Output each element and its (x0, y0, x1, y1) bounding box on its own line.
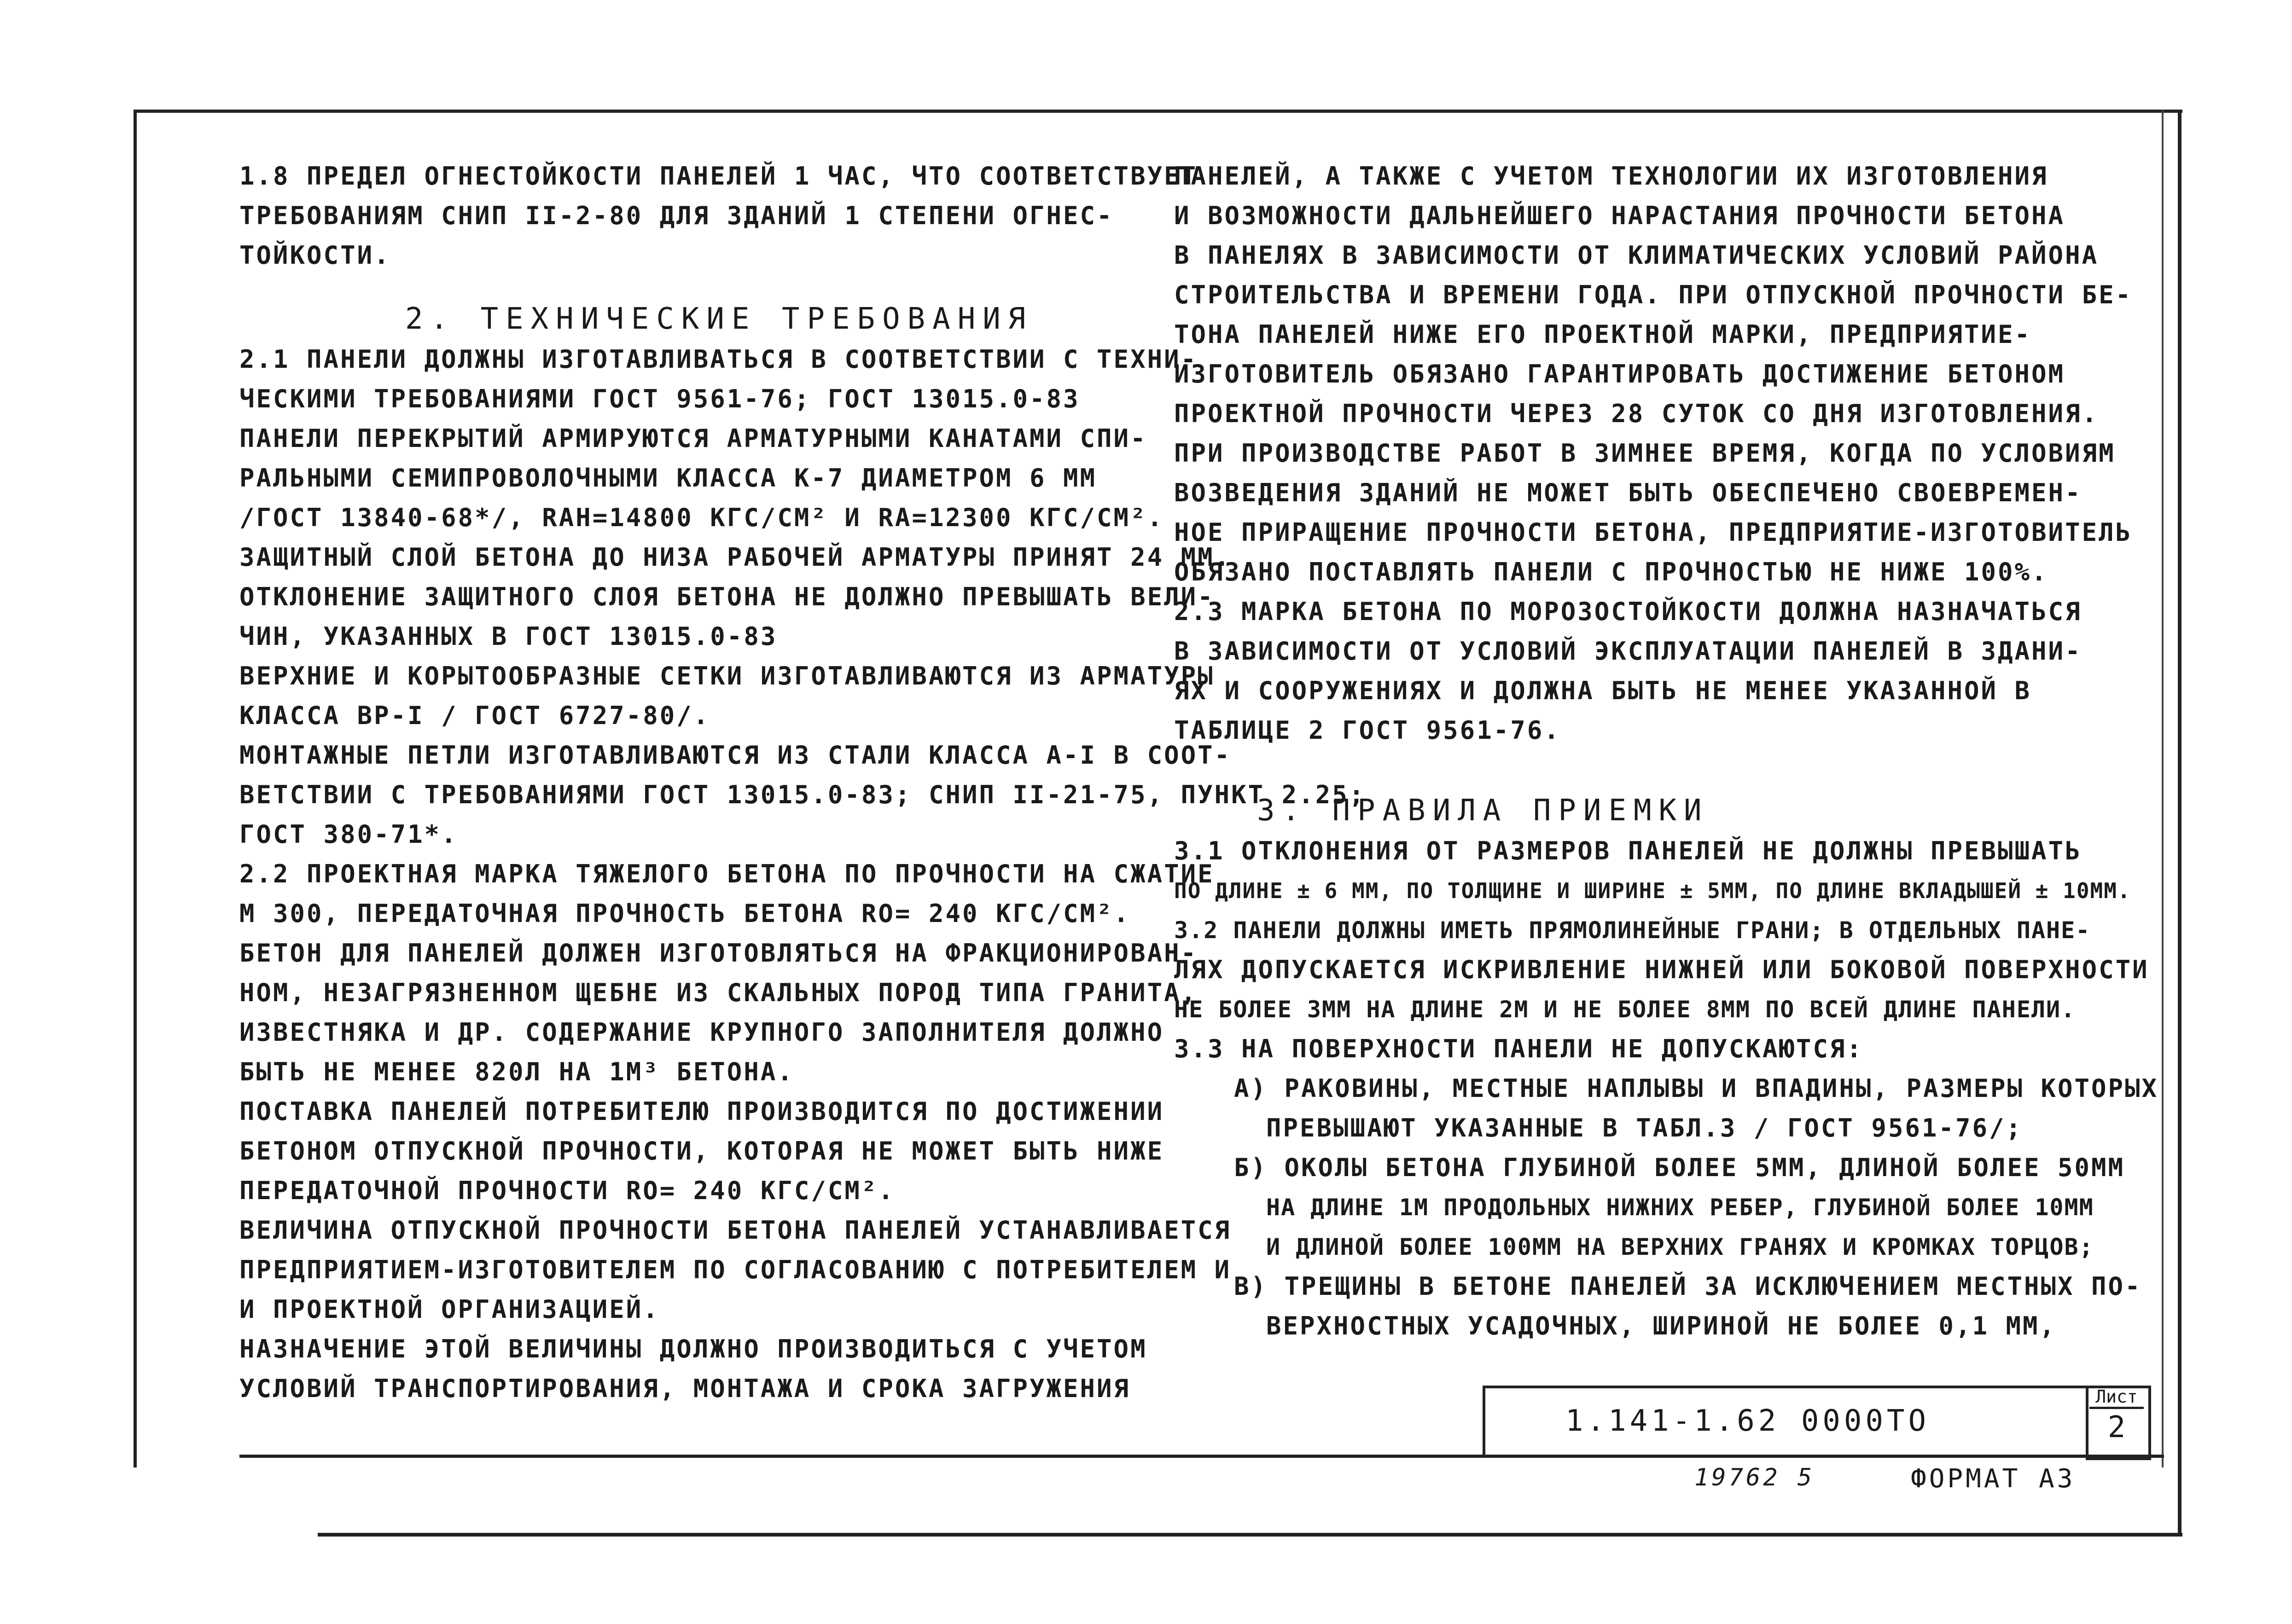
text-line: ОБЯЗАНО ПОСТАВЛЯТЬ ПАНЕЛИ С ПРОЧНОСТЬЮ НЕ НИЖЕ 100%. (1174, 557, 2048, 586)
text-line: ПАНЕЛЕЙ, А ТАКЖЕ С УЧЕТОМ ТЕХНОЛОГИИ ИХ ИЗГОТОВЛЕНИЯ (1174, 162, 2048, 191)
text-line: НА ДЛИНЕ 1М ПРОДОЛЬНЫХ НИЖНИХ РЕБЕР, ГЛУБИНОЙ БОЛЕЕ 10ММ (1266, 1194, 2094, 1221)
text-line: НОЕ ПРИРАЩЕНИЕ ПРОЧНОСТИ БЕТОНА, ПРЕДПРИЯТИЕ-ИЗГОТОВИТЕЛЬ (1174, 518, 2133, 547)
text-line: ПЕРЕДАТОЧНОЙ ПРОЧНОСТИ RO= 240 КГС/СМ². (239, 1176, 895, 1205)
section-heading-acceptance-rules: 3. ПРАВИЛА ПРИЕМКИ (1257, 794, 1709, 828)
frame-left-border (134, 110, 137, 1467)
frame-inner-right-border (2162, 110, 2164, 1467)
section-heading-technical-requirements: 2. ТЕХНИЧЕСКИЕ ТРЕБОВАНИЯ (405, 302, 1033, 336)
right-text-column (1174, 157, 2159, 1346)
document-code: 1.141-1.62 0000ТО (1565, 1404, 1930, 1438)
text-line: УСЛОВИЙ ТРАНСПОРТИРОВАНИЯ, МОНТАЖА И СРОКА ЗАГРУЖЕНИЯ (239, 1374, 1131, 1403)
text-line: НАЗНАЧЕНИЕ ЭТОЙ ВЕЛИЧИНЫ ДОЛЖНО ПРОИЗВОДИТЬСЯ С УЧЕТОМ (239, 1334, 1147, 1363)
sheet-label: Лист (2089, 1386, 2144, 1409)
frame-outer-bottom-border (318, 1533, 2182, 1537)
text-line: 2.3 МАРКА БЕТОНА ПО МОРОЗОСТОЙКОСТИ ДОЛЖНА НАЗНАЧАТЬСЯ (1174, 597, 2082, 626)
text-line: ПРЕВЫШАЮТ УКАЗАННЫЕ В ТАБЛ.3 / ГОСТ 9561-76/; (1266, 1114, 2023, 1143)
text-line: ЗАЩИТНЫЙ СЛОЙ БЕТОНА ДО НИЗА РАБОЧЕЙ АРМАТУРЫ ПРИНЯТ 24 ММ. (239, 543, 1232, 572)
text-line: ПОСТАВКА ПАНЕЛЕЙ ПОТРЕБИТЕЛЮ ПРОИЗВОДИТСЯ ПО ДОСТИЖЕНИИ (239, 1097, 1164, 1126)
text-line: 3.2 ПАНЕЛИ ДОЛЖНЫ ИМЕТЬ ПРЯМОЛИНЕЙНЫЕ ГРАНИ; В ОТДЕЛЬНЫХ ПАНЕ- (1174, 917, 2091, 944)
sheet-number: 2 (2107, 1410, 2126, 1444)
text-line: В ПАНЕЛЯХ В ЗАВИСИМОСТИ ОТ КЛИМАТИЧЕСКИХ УСЛОВИЙ РАЙОНА (1174, 241, 2099, 270)
text-line: 1.8 ПРЕДЕЛ ОГНЕСТОЙКОСТИ ПАНЕЛЕЙ 1 ЧАС, ЧТО СООТВЕТСТВУЕТ (239, 162, 1198, 191)
text-line: ВЕТСТВИИ С ТРЕБОВАНИЯМИ ГОСТ 13015.0-83; СНИП II-21-75, ПУНКТ 2.25; (239, 780, 1366, 809)
text-line: ПРЕДПРИЯТИЕМ-ИЗГОТОВИТЕЛЕМ ПО СОГЛАСОВАНИЮ С ПОТРЕБИТЕЛЕМ И (239, 1255, 1232, 1284)
text-line: ИЗВЕСТНЯКА И ДР. СОДЕРЖАНИЕ КРУПНОГО ЗАПОЛНИТЕЛЯ ДОЛЖНО (239, 1018, 1164, 1047)
text-line: И ВОЗМОЖНОСТИ ДАЛЬНЕЙШЕГО НАРАСТАНИЯ ПРОЧНОСТИ БЕТОНА (1174, 201, 2065, 230)
text-line: БЕТОНОМ ОТПУСКНОЙ ПРОЧНОСТИ, КОТОРАЯ НЕ МОЖЕТ БЫТЬ НИЖЕ (239, 1137, 1164, 1166)
inventory-number: 19762 5 (1694, 1464, 1815, 1491)
text-line: ТАБЛИЦЕ 2 ГОСТ 9561-76. (1174, 716, 1561, 745)
text-line: ЧЕСКИМИ ТРЕБОВАНИЯМИ ГОСТ 9561-76; ГОСТ 13015.0-83 (239, 384, 1080, 413)
text-line: /ГОСТ 13840-68*/, RAН=14800 КГС/СМ² И RA=12300 КГС/СМ². (239, 503, 1164, 532)
text-line: ПРИ ПРОИЗВОДСТВЕ РАБОТ В ЗИМНЕЕ ВРЕМЯ, КОГДА ПО УСЛОВИЯМ (1174, 439, 2116, 468)
text-line: ИЗГОТОВИТЕЛЬ ОБЯЗАНО ГАРАНТИРОВАТЬ ДОСТИЖЕНИЕ БЕТОНОМ (1174, 360, 2065, 389)
text-line: ПРОЕКТНОЙ ПРОЧНОСТИ ЧЕРЕЗ 28 СУТОК СО ДНЯ ИЗГОТОВЛЕНИЯ. (1174, 399, 2099, 428)
text-line: ГОСТ 380-71*. (239, 820, 458, 849)
text-line: 3.1 ОТКЛОНЕНИЯ ОТ РАЗМЕРОВ ПАНЕЛЕЙ НЕ ДОЛЖНЫ ПРЕВЫШАТЬ (1174, 836, 2082, 865)
text-line: ВЕРХНОСТНЫХ УСАДОЧНЫХ, ШИРИНОЙ НЕ БОЛЕЕ 0,1 ММ, (1266, 1311, 2057, 1340)
text-line: НЕ БОЛЕЕ 3ММ НА ДЛИНЕ 2М И НЕ БОЛЕЕ 8ММ ПО ВСЕЙ ДЛИНЕ ПАНЕЛИ. (1174, 996, 2076, 1023)
text-line: ОТКЛОНЕНИЕ ЗАЩИТНОГО СЛОЯ БЕТОНА НЕ ДОЛЖНО ПРЕВЫШАТЬ ВЕЛИ- (239, 582, 1215, 611)
text-line: ВОЗВЕДЕНИЯ ЗДАНИЙ НЕ МОЖЕТ БЫТЬ ОБЕСПЕЧЕНО СВОЕВРЕМЕН- (1174, 478, 2082, 507)
text-line: В) ТРЕЩИНЫ В БЕТОНЕ ПАНЕЛЕЙ ЗА ИСКЛЮЧЕНИЕМ МЕСТНЫХ ПО- (1234, 1272, 2142, 1301)
text-line: БЕТОН ДЛЯ ПАНЕЛЕЙ ДОЛЖЕН ИЗГОТОВЛЯТЬСЯ НА ФРАКЦИОНИРОВАН- (239, 939, 1198, 968)
text-line: ПО ДЛИНЕ ± 6 ММ, ПО ТОЛЩИНЕ И ШИРИНЕ ± 5ММ, ПО ДЛИНЕ ВКЛАДЫШЕЙ ± 10ММ. (1174, 878, 2131, 903)
text-line: СТРОИТЕЛЬСТВА И ВРЕМЕНИ ГОДА. ПРИ ОТПУСКНОЙ ПРОЧНОСТИ БЕ- (1174, 280, 2133, 309)
format-label: ФОРМАТ А3 (1911, 1464, 2076, 1494)
text-line: ЛЯХ ДОПУСКАЕТСЯ ИСКРИВЛЕНИЕ НИЖНЕЙ ИЛИ БОКОВОЙ ПОВЕРХНОСТИ (1174, 955, 2149, 984)
text-line: ЧИН, УКАЗАННЫХ В ГОСТ 13015.0-83 (239, 622, 778, 651)
frame-right-border (2178, 110, 2181, 1537)
text-line: ВЕЛИЧИНА ОТПУСКНОЙ ПРОЧНОСТИ БЕТОНА ПАНЕЛЕЙ УСТАНАВЛИВАЕТСЯ (239, 1216, 1232, 1245)
text-line: И ДЛИНОЙ БОЛЕЕ 100ММ НА ВЕРХНИХ ГРАНЯХ И КРОМКАХ ТОРЦОВ; (1266, 1234, 2094, 1260)
text-line: И ПРОЕКТНОЙ ОРГАНИЗАЦИЕЙ. (239, 1295, 660, 1324)
text-line: 2.2 ПРОЕКТНАЯ МАРКА ТЯЖЕЛОГО БЕТОНА ПО ПРОЧНОСТИ НА СЖАТИЕ (239, 859, 1215, 888)
text-line: КЛАССА ВР-I / ГОСТ 6727-80/. (239, 701, 710, 730)
text-line: ТОНА ПАНЕЛЕЙ НИЖЕ ЕГО ПРОЕКТНОЙ МАРКИ, ПРЕДПРИЯТИЕ- (1174, 320, 2032, 349)
text-line: РАЛЬНЫМИ СЕМИПРОВОЛОЧНЫМИ КЛАССА К-7 ДИАМЕТРОМ 6 ММ (239, 464, 1097, 493)
text-line: М 300, ПЕРЕДАТОЧНАЯ ПРОЧНОСТЬ БЕТОНА RO= 240 КГС/СМ². (239, 899, 1131, 928)
text-line: ЯХ И СООРУЖЕНИЯХ И ДОЛЖНА БЫТЬ НЕ МЕНЕЕ УКАЗАННОЙ В (1174, 676, 2032, 705)
text-line: В ЗАВИСИМОСТИ ОТ УСЛОВИЙ ЭКСПЛУАТАЦИИ ПАНЕЛЕЙ В ЗДАНИ- (1174, 637, 2082, 666)
text-line: ПАНЕЛИ ПЕРЕКРЫТИЙ АРМИРУЮТСЯ АРМАТУРНЫМИ КАНАТАМИ СПИ- (239, 424, 1147, 453)
text-line: А) РАКОВИНЫ, МЕСТНЫЕ НАПЛЫВЫ И ВПАДИНЫ, РАЗМЕРЫ КОТОРЫХ (1234, 1074, 2159, 1103)
text-line: 3.3 НА ПОВЕРХНОСТИ ПАНЕЛИ НЕ ДОПУСКАЮТСЯ: (1174, 1034, 1863, 1063)
text-line: МОНТАЖНЫЕ ПЕТЛИ ИЗГОТАВЛИВАЮТСЯ ИЗ СТАЛИ КЛАССА А-I В СООТ- (239, 741, 1232, 770)
text-line: ВЕРХНИЕ И КОРЫТООБРАЗНЫЕ СЕТКИ ИЗГОТАВЛИВАЮТСЯ ИЗ АРМАТУРЫ (239, 661, 1215, 690)
text-line: БЫТЬ НЕ МЕНЕЕ 820Л НА 1М³ БЕТОНА. (239, 1057, 794, 1086)
text-line: ТОЙКОСТИ. (239, 241, 391, 270)
text-line: Б) ОКОЛЫ БЕТОНА ГЛУБИНОЙ БОЛЕЕ 5ММ, ДЛИНОЙ БОЛЕЕ 50ММ (1234, 1153, 2125, 1182)
text-line: НОМ, НЕЗАГРЯЗНЕННОМ ЩЕБНЕ ИЗ СКАЛЬНЫХ ПОРОД ТИПА ГРАНИТА, (239, 978, 1198, 1007)
frame-top-border (134, 110, 2182, 113)
text-line: ТРЕБОВАНИЯМ СНИП II-2-80 ДЛЯ ЗДАНИЙ 1 СТЕПЕНИ ОГНЕС- (239, 201, 1114, 230)
left-text-column (239, 157, 1366, 1409)
text-line: 2.1 ПАНЕЛИ ДОЛЖНЫ ИЗГОТАВЛИВАТЬСЯ В СООТВЕТСТВИИ С ТЕХНИ- (239, 345, 1198, 374)
